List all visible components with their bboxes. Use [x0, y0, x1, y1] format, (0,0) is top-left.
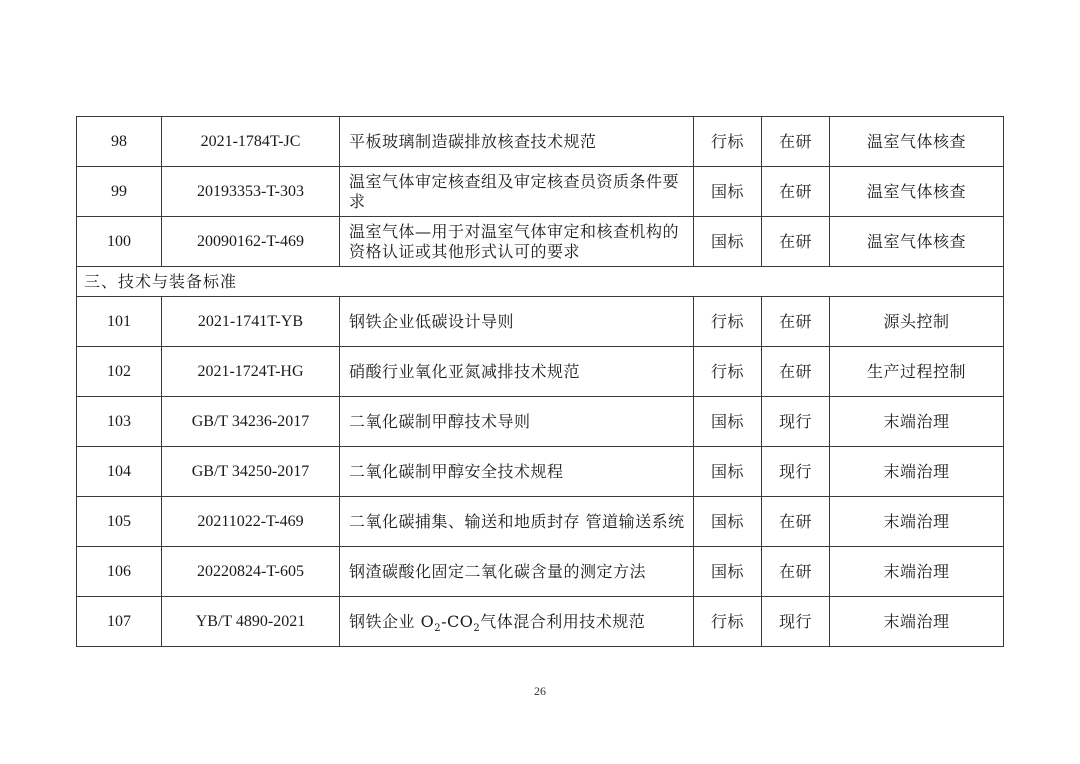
standard-status: 在研 [762, 297, 830, 347]
standard-name: 二氧化碳制甲醇安全技术规程 [340, 447, 694, 497]
standard-category: 源头控制 [830, 297, 1004, 347]
standards-table [76, 116, 1004, 647]
name-part: 气体混合利用技术规范 [480, 611, 646, 631]
standard-status: 现行 [762, 397, 830, 447]
standard-name: 二氧化碳制甲醇技术导则 [340, 397, 694, 447]
standard-type: 国标 [694, 447, 762, 497]
standard-type: 国标 [694, 547, 762, 597]
standard-type: 国标 [694, 397, 762, 447]
section-title: 三、技术与装备标准 [77, 267, 1004, 297]
standard-type: 行标 [694, 297, 762, 347]
standard-status: 在研 [762, 547, 830, 597]
standard-category: 温室气体核查 [830, 117, 1004, 167]
page-number: 26 [534, 684, 546, 698]
section-row [77, 267, 1004, 297]
table-row [77, 297, 1004, 347]
name-part: -CO [441, 611, 474, 631]
standard-type: 国标 [694, 167, 762, 217]
standard-code: 2021-1784T-JC [162, 117, 340, 167]
standard-code: GB/T 34250-2017 [162, 447, 340, 497]
table-row [77, 117, 1004, 167]
table-row [77, 217, 1004, 267]
table-row [77, 497, 1004, 547]
row-number: 107 [77, 597, 162, 647]
standard-status: 在研 [762, 497, 830, 547]
name-part: 钢铁企业 O [349, 611, 435, 631]
standard-type: 国标 [694, 217, 762, 267]
standard-category: 温室气体核查 [830, 167, 1004, 217]
standard-status: 在研 [762, 167, 830, 217]
table-row [77, 597, 1004, 647]
standard-type: 行标 [694, 117, 762, 167]
subscript: 2 [473, 622, 481, 634]
standard-name: 平板玻璃制造碳排放核查技术规范 [340, 117, 694, 167]
row-number: 102 [77, 347, 162, 397]
subscript: 2 [434, 622, 442, 634]
standard-name: 温室气体—用于对温室气体审定和核查机构的资格认证或其他形式认可的要求 [340, 217, 694, 267]
table-row [77, 547, 1004, 597]
row-number: 106 [77, 547, 162, 597]
row-number: 103 [77, 397, 162, 447]
standard-code: 20090162-T-469 [162, 217, 340, 267]
standard-type: 行标 [694, 347, 762, 397]
standard-code: YB/T 4890-2021 [162, 597, 340, 647]
standard-name: 温室气体审定核查组及审定核查员资质条件要求 [340, 167, 694, 217]
standard-type: 国标 [694, 497, 762, 547]
row-number: 105 [77, 497, 162, 547]
standard-code: 2021-1724T-HG [162, 347, 340, 397]
row-number: 98 [77, 117, 162, 167]
standard-code: 2021-1741T-YB [162, 297, 340, 347]
standard-name: 钢渣碳酸化固定二氧化碳含量的测定方法 [340, 547, 694, 597]
standard-name [340, 597, 694, 647]
row-number: 104 [77, 447, 162, 497]
standard-category: 温室气体核查 [830, 217, 1004, 267]
table-row [77, 447, 1004, 497]
standard-code: 20193353-T-303 [162, 167, 340, 217]
row-number: 101 [77, 297, 162, 347]
standard-category: 末端治理 [830, 597, 1004, 647]
standard-category: 末端治理 [830, 547, 1004, 597]
standard-status: 现行 [762, 597, 830, 647]
table-row [77, 167, 1004, 217]
standard-category: 末端治理 [830, 497, 1004, 547]
standard-status: 现行 [762, 447, 830, 497]
standard-code: 20220824-T-605 [162, 547, 340, 597]
standard-status: 在研 [762, 217, 830, 267]
standard-type: 行标 [694, 597, 762, 647]
standard-name: 钢铁企业低碳设计导则 [340, 297, 694, 347]
standard-name: 硝酸行业氧化亚氮减排技术规范 [340, 347, 694, 397]
standard-category: 末端治理 [830, 397, 1004, 447]
standard-status: 在研 [762, 347, 830, 397]
table-row [77, 397, 1004, 447]
table-row [77, 347, 1004, 397]
standard-code: GB/T 34236-2017 [162, 397, 340, 447]
row-number: 100 [77, 217, 162, 267]
standard-category: 生产过程控制 [830, 347, 1004, 397]
standard-status: 在研 [762, 117, 830, 167]
standard-code: 20211022-T-469 [162, 497, 340, 547]
standard-name: 二氧化碳捕集、输送和地质封存 管道输送系统 [340, 497, 694, 547]
row-number: 99 [77, 167, 162, 217]
standard-category: 末端治理 [830, 447, 1004, 497]
